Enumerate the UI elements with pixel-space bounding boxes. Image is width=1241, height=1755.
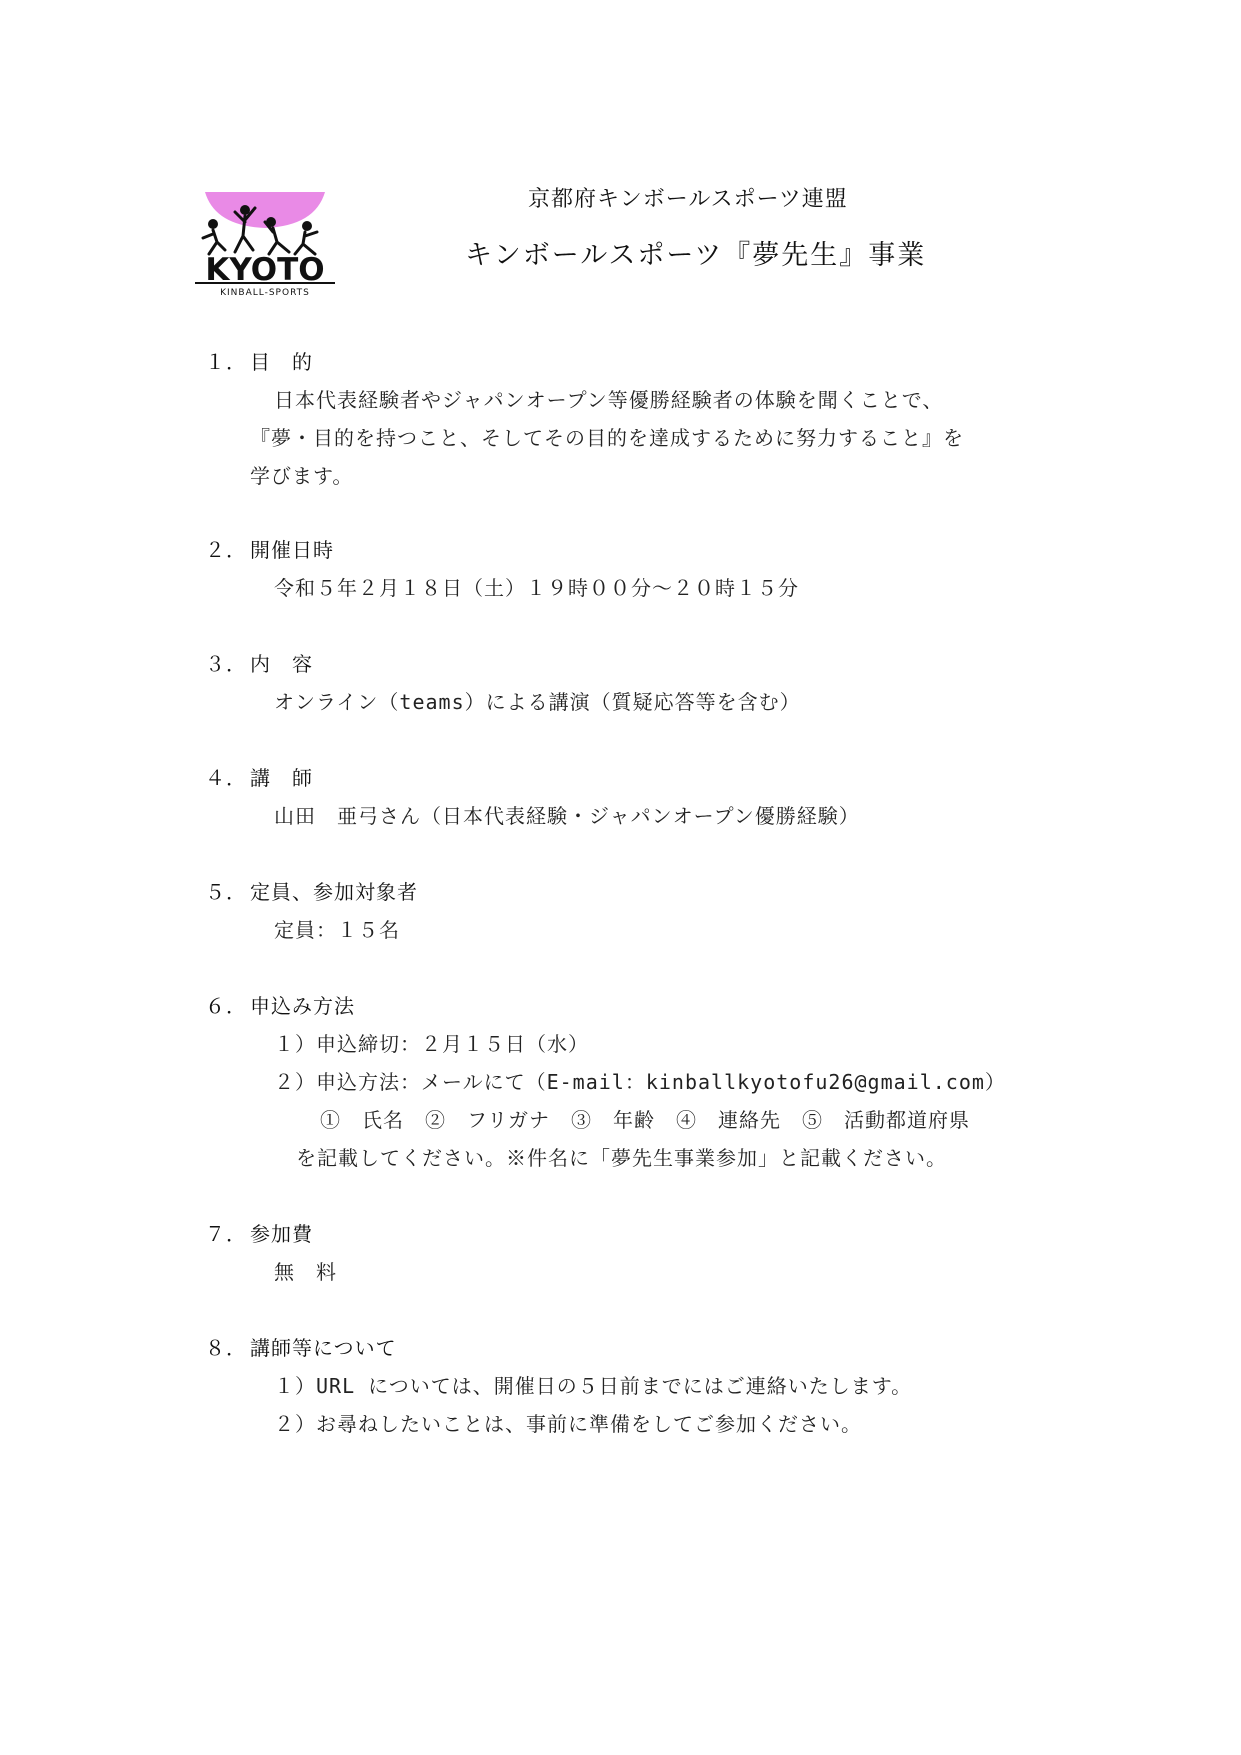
section-number: １．: [205, 350, 247, 374]
section-title: 内 容: [250, 652, 313, 676]
section-number: ２．: [205, 538, 247, 562]
section-2-line-1: 令和５年２月１８日（土）１９時００分～２０時１５分: [274, 576, 799, 600]
section-8-line-2: ２）お尋ねしたいことは、事前に準備をしてご参加ください。: [274, 1412, 862, 1436]
section-1-line-3: 学びます。: [250, 464, 354, 488]
organization-name: 京都府キンボールスポーツ連盟: [528, 187, 848, 212]
section-number: ８．: [205, 1336, 247, 1360]
kyoto-kinball-logo: [195, 192, 335, 298]
logo-subtext: KINBALL-SPORTS: [220, 288, 310, 298]
section-5-heading: [205, 876, 418, 905]
section-title: 目 的: [250, 350, 313, 374]
logo-text: KYOTO: [205, 252, 325, 288]
section-3-heading: [205, 648, 313, 677]
section-number: ５．: [205, 880, 247, 904]
section-number: ７．: [205, 1222, 247, 1246]
section-6-line-4: を記載してください。※件名に「夢先生事業参加」と記載ください。: [296, 1146, 947, 1170]
section-8-heading: [205, 1332, 397, 1361]
section-6-line-2: ２）申込方法：メールにて（E-mail：kinballkyotofu26@gmail.com）: [274, 1070, 1006, 1094]
section-8-line-1: １）URL については、開催日の５日前までにはご連絡いたします。: [274, 1374, 913, 1398]
section-4-heading: [205, 762, 313, 791]
section-7-line-1: 無 料: [274, 1260, 337, 1284]
section-title: 参加費: [250, 1222, 313, 1246]
section-title: 開催日時: [250, 538, 334, 562]
section-title: 講 師: [250, 766, 313, 790]
section-6-line-3: ① 氏名 ② フリガナ ③ 年齢 ④ 連絡先 ⑤ 活動都道府県: [320, 1108, 970, 1132]
section-number: ６．: [205, 994, 247, 1018]
section-5-line-1: 定員：１５名: [274, 918, 400, 942]
section-1-line-2: 『夢・目的を持つこと、そしてその目的を達成するために努力すること』を: [250, 426, 964, 450]
section-title: 講師等について: [250, 1336, 397, 1360]
section-title: 申込み方法: [250, 994, 355, 1018]
section-number: ４．: [205, 766, 247, 790]
section-6-heading: [205, 990, 355, 1019]
section-6-line-1: １）申込締切：２月１５日（水）: [274, 1032, 589, 1056]
section-3-line-1: オンライン（teams）による講演（質疑応答等を含む）: [274, 690, 801, 714]
section-7-heading: [205, 1218, 313, 1247]
section-1-heading: [205, 346, 313, 375]
section-2-heading: [205, 534, 334, 563]
section-number: ３．: [205, 652, 247, 676]
document-title: キンボールスポーツ『夢先生』事業: [465, 240, 927, 271]
section-1-line-1: 日本代表経験者やジャパンオープン等優勝経験者の体験を聞くことで、: [274, 388, 944, 412]
section-title: 定員、参加対象者: [250, 880, 418, 904]
section-4-line-1: 山田 亜弓さん（日本代表経験・ジャパンオープン優勝経験）: [274, 804, 860, 828]
